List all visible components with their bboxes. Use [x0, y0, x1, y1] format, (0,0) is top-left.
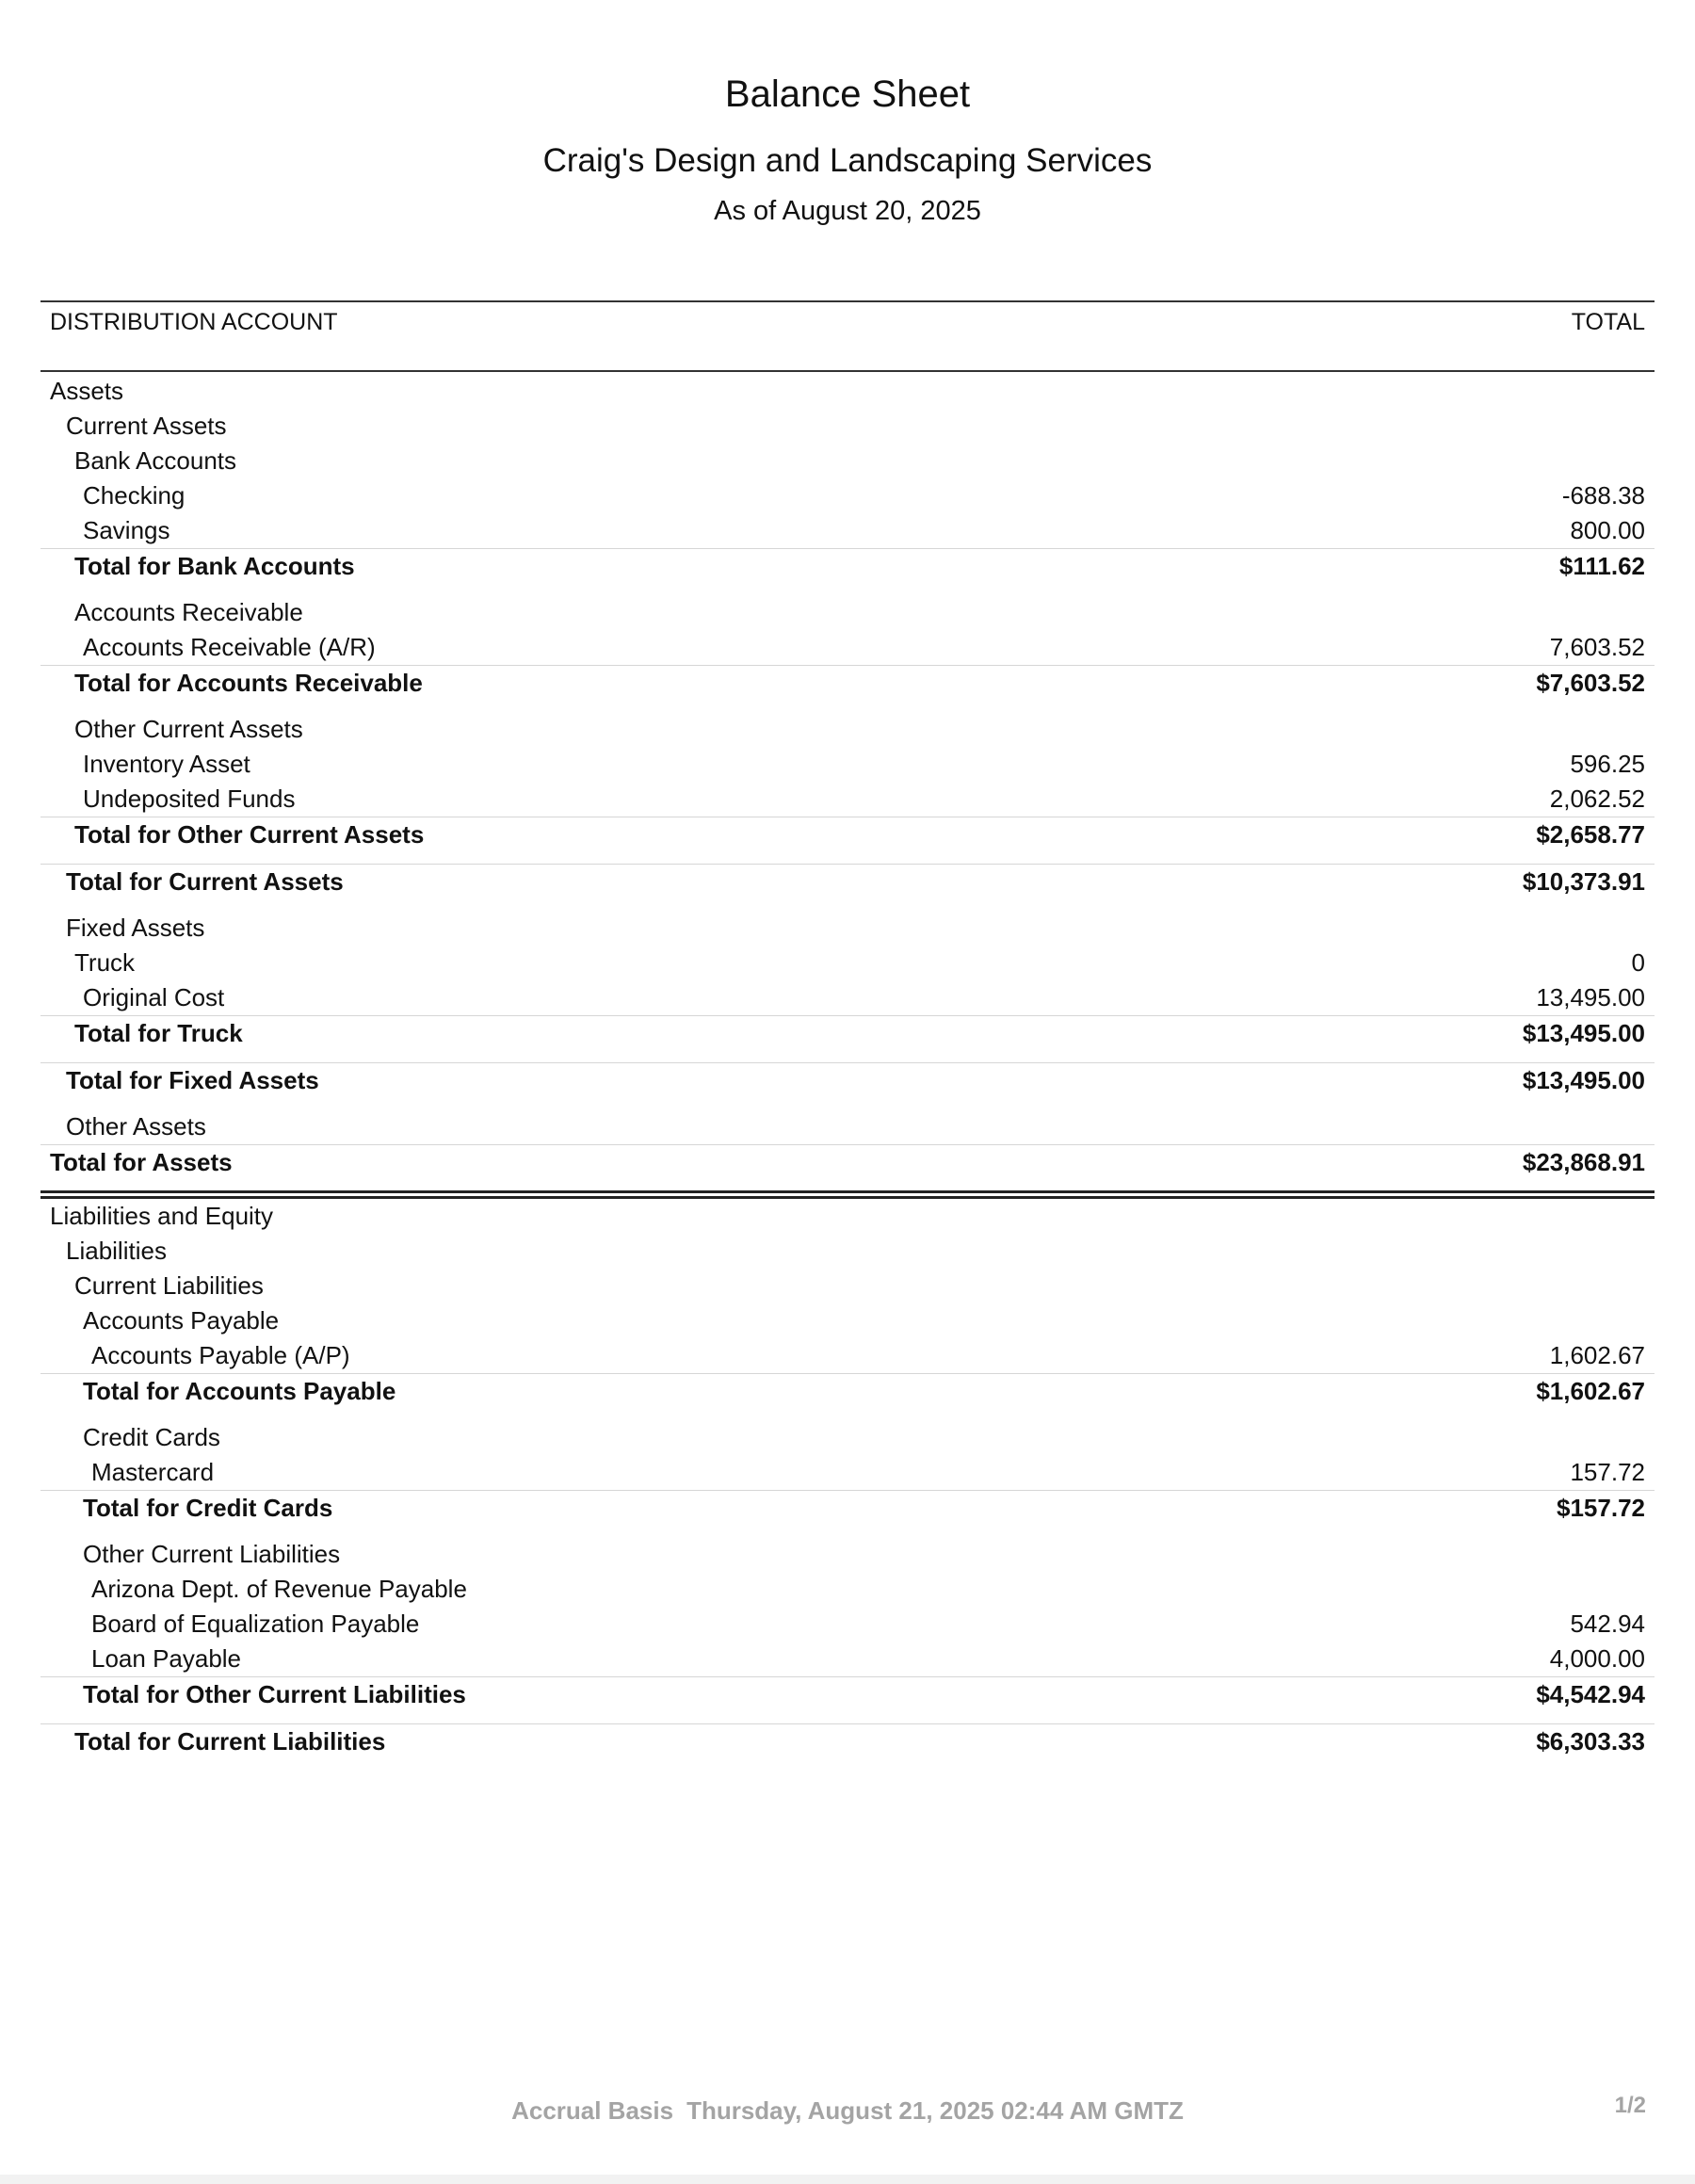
account-row-ap: [40, 1338, 1655, 1373]
account-row-undeposited-funds: [40, 782, 1655, 817]
row-amount: 2,062.52: [1549, 785, 1645, 813]
group-row-liabilities: [40, 1234, 1655, 1269]
group-row-bank-accounts: [40, 444, 1655, 478]
total-row-current-assets: [40, 864, 1655, 900]
row-label: Inventory Asset: [83, 750, 250, 778]
accounting-basis: Accrual Basis: [511, 2096, 674, 2125]
row-label: Accounts Payable: [83, 1306, 280, 1335]
group-row-other-assets: [40, 1109, 1655, 1144]
section-divider: [40, 1190, 1655, 1199]
row-label: Total for Fixed Assets: [66, 1066, 319, 1094]
row-label: Total for Credit Cards: [83, 1494, 333, 1522]
group-row-current-assets: [40, 409, 1655, 444]
column-header-account[interactable]: DISTRIBUTION ACCOUNT: [50, 309, 338, 335]
report-timestamp: Thursday, August 21, 2025 02:44 AM GMTZ: [686, 2096, 1184, 2125]
row-amount: $111.62: [1558, 552, 1645, 580]
row-amount: $7,603.52: [1536, 669, 1645, 697]
group-row-accounts-receivable: [40, 595, 1655, 630]
row-amount: 542.94: [1570, 1610, 1645, 1638]
row-amount: 7,603.52: [1549, 633, 1645, 661]
row-label: Total for Assets: [50, 1148, 233, 1176]
group-row-current-liabilities: [40, 1269, 1655, 1303]
row-amount: 4,000.00: [1549, 1644, 1645, 1673]
row-label: Mastercard: [91, 1458, 215, 1486]
group-row-fixed-assets: [40, 911, 1655, 946]
row-label: Total for Current Assets: [66, 867, 344, 896]
total-row-other-current-liabilities: [40, 1676, 1655, 1713]
row-label: Liabilities: [66, 1237, 167, 1265]
row-label: Total for Bank Accounts: [74, 552, 355, 580]
row-amount: $157.72: [1557, 1494, 1645, 1522]
row-label: Accounts Receivable (A/R): [83, 633, 376, 661]
row-label: Undeposited Funds: [83, 785, 296, 813]
account-row-board-of-equalization: [40, 1607, 1655, 1642]
row-label: Fixed Assets: [66, 914, 205, 942]
row-label: Total for Other Current Liabilities: [83, 1680, 466, 1708]
total-row-current-liabilities: [40, 1723, 1655, 1760]
row-label: Checking: [83, 481, 186, 510]
row-label: Total for Other Current Assets: [74, 820, 425, 849]
row-label: Total for Truck: [74, 1019, 243, 1047]
row-amount: $23,868.91: [1522, 1148, 1645, 1176]
report-title: Balance Sheet: [724, 73, 971, 115]
row-label: Other Current Liabilities: [83, 1540, 341, 1568]
balance-sheet-table: [40, 300, 1655, 1760]
total-row-other-current-assets: [40, 817, 1655, 853]
total-row-accounts-receivable: [40, 665, 1655, 702]
row-label: Accounts Payable (A/P): [91, 1341, 350, 1369]
row-amount: -688.38: [1561, 481, 1645, 510]
row-label: Savings: [83, 516, 170, 544]
row-label: Current Assets: [66, 412, 227, 440]
total-row-bank-accounts: [40, 548, 1655, 585]
table-header: [40, 300, 1655, 372]
row-label: Current Liabilities: [74, 1271, 264, 1300]
company-name: Craig's Design and Landscaping Services: [542, 142, 1153, 179]
section-row-assets: [40, 374, 1655, 409]
account-row-arizona-dept: [40, 1572, 1655, 1607]
group-row-other-current-liabilities: [40, 1537, 1655, 1572]
row-amount: $6,303.33: [1536, 1727, 1645, 1755]
group-row-other-current-assets: [40, 712, 1655, 747]
row-amount: 0: [1631, 948, 1645, 977]
account-row-truck: [40, 946, 1655, 980]
row-amount: $13,495.00: [1522, 1066, 1645, 1094]
row-amount: $4,542.94: [1536, 1680, 1645, 1708]
row-label: Total for Accounts Receivable: [74, 669, 423, 697]
row-amount: $1,602.67: [1536, 1377, 1645, 1405]
row-label: Assets: [50, 377, 124, 405]
account-row-loan-payable: [40, 1642, 1655, 1676]
account-row-mastercard: [40, 1455, 1655, 1490]
row-label: Liabilities and Equity: [50, 1202, 274, 1230]
account-row-inventory-asset: [40, 747, 1655, 782]
account-row-savings: [40, 513, 1655, 548]
row-amount: 1,602.67: [1549, 1341, 1645, 1369]
row-label: Other Assets: [66, 1112, 206, 1141]
row-label: Credit Cards: [83, 1423, 220, 1451]
group-row-accounts-payable: [40, 1303, 1655, 1338]
row-label: Total for Accounts Payable: [83, 1377, 396, 1405]
account-row-ar: [40, 630, 1655, 665]
row-label: Total for Current Liabilities: [74, 1727, 386, 1755]
page-number: 1/2: [1614, 2093, 1646, 2118]
row-label: Arizona Dept. of Revenue Payable: [91, 1575, 467, 1603]
account-row-checking: [40, 478, 1655, 513]
report-footer: [0, 2096, 1695, 2126]
row-label: Board of Equalization Payable: [91, 1610, 420, 1638]
row-label: Loan Payable: [91, 1644, 242, 1673]
row-label: Original Cost: [83, 983, 225, 1011]
row-label: Accounts Receivable: [74, 598, 303, 626]
group-row-credit-cards: [40, 1420, 1655, 1455]
row-amount: $10,373.91: [1522, 867, 1645, 896]
total-row-fixed-assets: [40, 1062, 1655, 1099]
row-amount: 596.25: [1570, 750, 1645, 778]
total-row-assets: [40, 1144, 1655, 1181]
row-label: Bank Accounts: [74, 446, 236, 475]
row-amount: 800.00: [1570, 516, 1645, 544]
row-amount: 157.72: [1570, 1458, 1645, 1486]
row-amount: 13,495.00: [1536, 983, 1645, 1011]
row-label: Truck: [74, 948, 136, 977]
row-label: Other Current Assets: [74, 715, 303, 743]
row-amount: $13,495.00: [1522, 1019, 1645, 1047]
section-row-liabilities-and-equity: [40, 1199, 1655, 1234]
report-date: As of August 20, 2025: [714, 196, 981, 226]
row-amount: $2,658.77: [1536, 820, 1645, 849]
total-row-accounts-payable: [40, 1373, 1655, 1410]
total-row-credit-cards: [40, 1490, 1655, 1527]
account-row-original-cost: [40, 980, 1655, 1015]
column-header-total[interactable]: TOTAL: [1571, 309, 1645, 335]
total-row-truck: [40, 1015, 1655, 1052]
